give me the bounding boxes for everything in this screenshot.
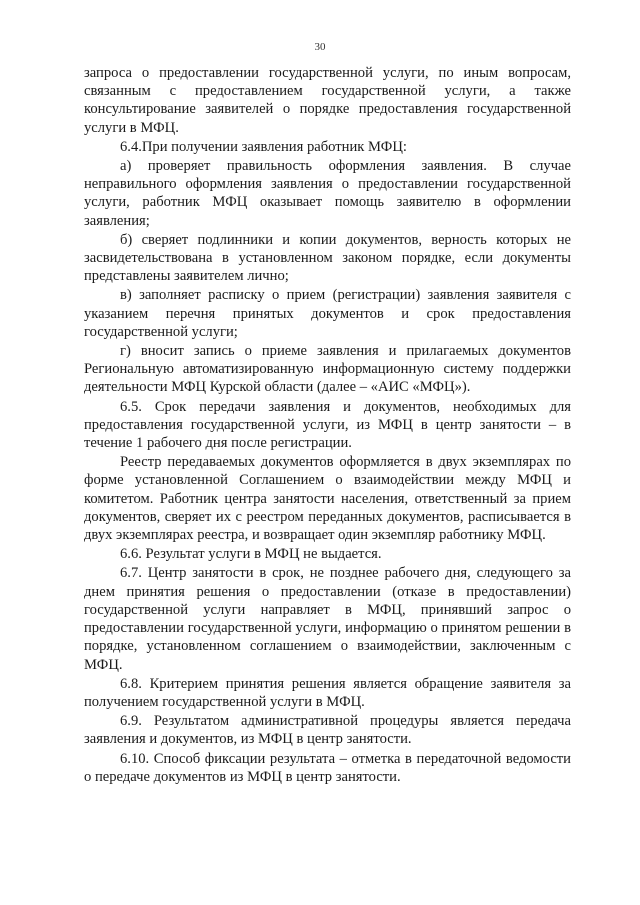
paragraph-6-6: 6.6. Результат услуги в МФЦ не выдается. bbox=[120, 546, 382, 563]
paragraph-6-4-b: б) сверяет подлинники и копии документов, верность которых не засвидетельствована в установленном законом порядке, если документы представлены заявителем лично; bbox=[84, 231, 571, 285]
paragraph-6-8: 6.8. Критерием принятия решения является обращение заявителя за получением государственной услуги в МФЦ. bbox=[84, 675, 571, 710]
paragraph-6-4-a: а) проверяет правильность оформления заявления. В случае неправильного оформления заявления о предоставлении государственной услуги, работник МФЦ оказывает помощь заявителю в оформлении заявления; bbox=[84, 158, 571, 229]
paragraph-6-10: 6.10. Способ фиксации результата – отметка в передаточной ведомости о передаче документов из МФЦ в центр занятости. bbox=[84, 750, 571, 785]
paragraph-6-4-g: г) вносит запись о приеме заявления и прилагаемых документов Региональную автоматизированную информационную систему поддержки деятельности МФЦ Курской области (далее – «АИС «МФЦ»). bbox=[84, 343, 571, 396]
page-number: 30 bbox=[314, 41, 326, 53]
paragraph-continuation: запроса о предоставлении государственной услуги, по иным вопросам, связанным с предоставлением государственной услуги, а также консультирование заявителей о порядке предоставления государственной услуги в МФЦ. bbox=[84, 65, 571, 136]
paragraph-6-7: 6.7. Центр занятости в срок, не позднее рабочего дня, следующего за днем принятия решения о предоставлении (отказе в предоставлении) государственной услуги направляет в МФЦ, принявший запрос о предоставлении государственной услуги, информацию о принятом решении в порядке, установленном соглашением о взаимодействии, заключенным с МФЦ. bbox=[84, 565, 571, 673]
paragraph-6-4-v: в) заполняет расписку о прием (регистрации) заявления заявителя с указанием перечня принятых документов и срок предоставления государственной услуги; bbox=[84, 287, 571, 340]
paragraph-6-9: 6.9. Результатом административной процедуры является передача заявления и документов, из МФЦ в центр занятости. bbox=[84, 713, 571, 748]
document-body bbox=[84, 64, 571, 786]
paragraph-6-5: 6.5. Срок передачи заявления и документов, необходимых для предоставления государственной услуги, из МФЦ в центр занятости – в течение 1 рабочего дня после регистрации. bbox=[84, 398, 571, 452]
paragraph-registry: Реестр передаваемых документов оформляется в двух экземплярах по форме установленной Соглашением о взаимодействии между МФЦ и комитетом. Работник центра занятости населения, ответственный за прием документов, сверяет их с реестром переданных документов, расписывается в двух экземплярах реестра, и возвращает один экземпляр работнику МФЦ. bbox=[84, 454, 571, 544]
paragraph-6-4: 6.4.При получении заявления работник МФЦ: bbox=[120, 138, 407, 155]
